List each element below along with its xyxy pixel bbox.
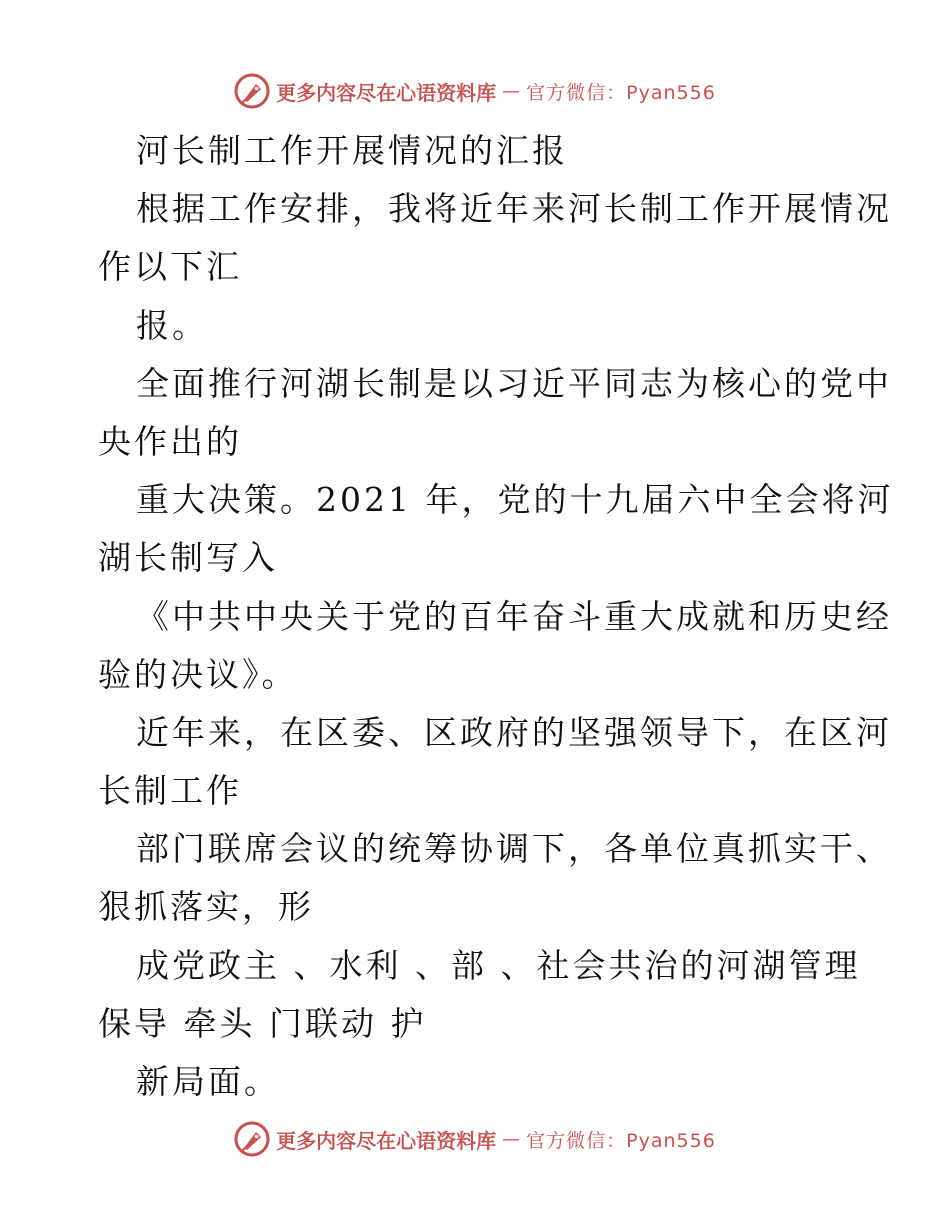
paragraph-line: 部门联席会议的统筹协调下，各单位真抓实干、 — [136, 829, 892, 869]
pen-nib-icon — [234, 73, 270, 109]
paragraph-line: 全面推行河湖长制是以习近平同志为核心的党中 — [136, 363, 892, 403]
paragraph-line: 成党政主 、水利 、部 、社会共治的河湖管理 — [136, 945, 861, 985]
paragraph-line: 重大决策。2021 年，党的十九届六中全会将河 — [136, 480, 894, 520]
paragraph-line: 央作出的 — [98, 421, 242, 461]
paragraph-line: 根据工作安排，我将近年来河长制工作开展情况 — [136, 189, 892, 229]
paragraph-line: 报。 — [136, 305, 208, 345]
document-title: 河长制工作开展情况的汇报 — [136, 131, 568, 170]
paragraph-line: 近年来，在区委、区政府的坚强领导下，在区河 — [136, 712, 892, 752]
watermark-wechat: 官方微信：Pyan556 — [526, 1129, 716, 1152]
watermark-wechat: 官方微信：Pyan556 — [526, 81, 716, 104]
paragraph-line: 长制工作 — [98, 771, 242, 811]
paragraph-line: 狠抓落实，形 — [98, 887, 314, 927]
watermark-separator: — — [502, 80, 521, 102]
paragraph-line: 保导 牵头 门联动 护 — [98, 1003, 427, 1043]
paragraph-line: 验的决议》。 — [98, 654, 298, 694]
document-body — [98, 122, 894, 1111]
paragraph-line: 湖长制写入 — [98, 538, 278, 578]
paragraph-line: 《中共中央关于党的百年奋斗重大成就和历史经 — [136, 596, 892, 636]
pen-nib-icon — [234, 1121, 270, 1157]
paragraph-line: 作以下汇 — [98, 247, 242, 287]
watermark-brand: 更多内容尽在心语资料库 — [276, 1128, 497, 1153]
watermark-separator: — — [502, 1128, 521, 1150]
watermark-brand: 更多内容尽在心语资料库 — [276, 80, 497, 105]
footer-watermark — [0, 1117, 950, 1161]
header-watermark — [0, 69, 950, 113]
paragraph-line: 新局面。 — [136, 1062, 280, 1101]
